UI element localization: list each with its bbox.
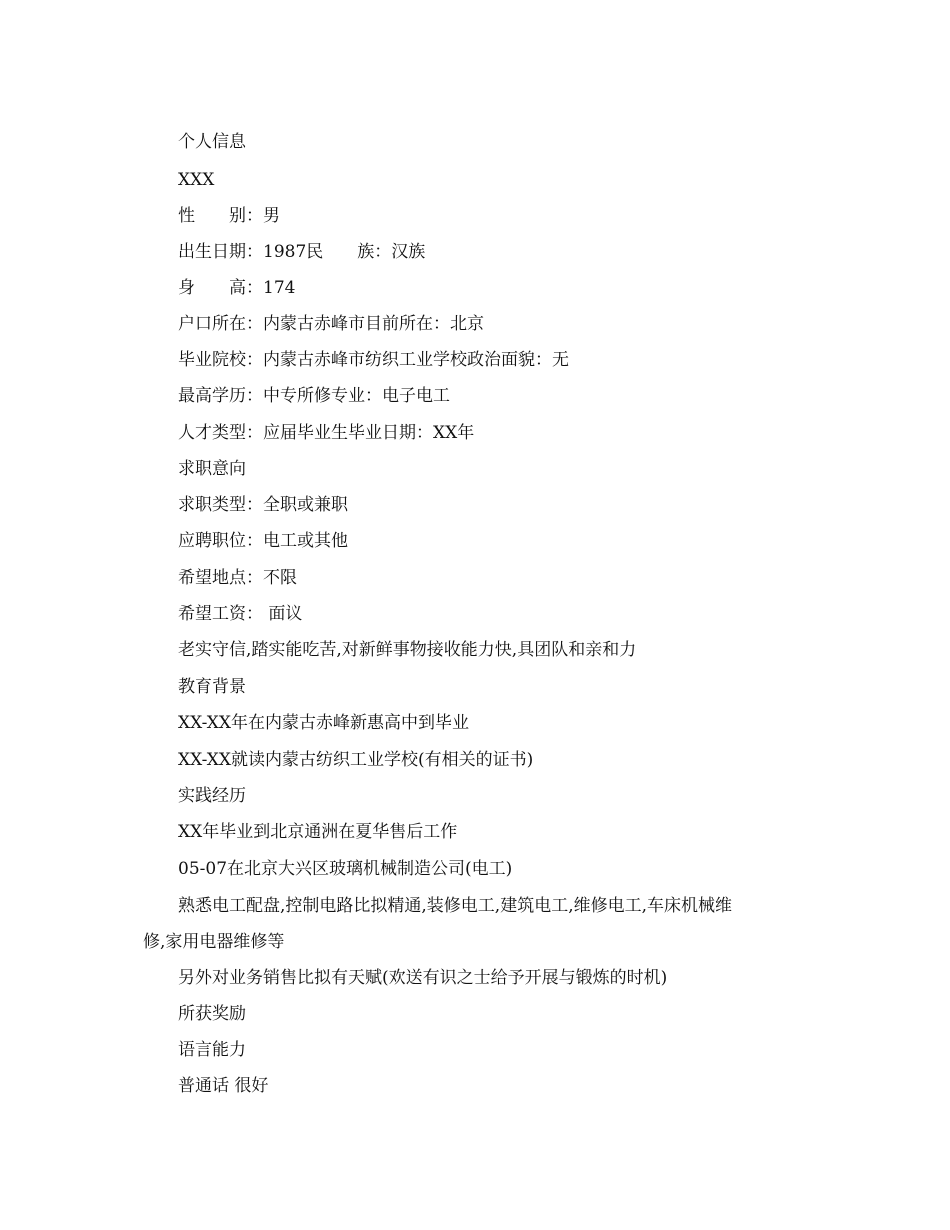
height-line: 身 高：174: [178, 278, 296, 298]
residence-line: 户口所在：内蒙古赤峰市目前所在：北京: [178, 314, 484, 334]
section-heading-awards: 所获奖励: [178, 1004, 246, 1024]
education-entry: XX-XX就读内蒙古纺织工业学校(有相关的证书): [178, 750, 534, 770]
language-entry: 普通话 很好: [178, 1076, 269, 1096]
location-line: 希望地点：不限: [178, 568, 297, 588]
sales-talent-line: 另外对业务销售比拟有天赋(欢送有识之士给予开展与锻炼的时机): [178, 968, 668, 988]
education-major-line: 最高学历：中专所修专业：电子电工: [178, 386, 450, 406]
section-heading-education: 教育背景: [178, 677, 246, 697]
experience-entry: 05-07在北京大兴区玻璃机械制造公司(电工): [178, 859, 513, 879]
skills-line: 熟悉电工配盘,控制电路比拟精通,装修电工,建筑电工,维修电工,车床机械维: [178, 896, 733, 916]
education-entry: XX-XX年在内蒙古赤峰新惠高中到毕业: [178, 713, 469, 733]
section-heading-personal-info: 个人信息: [178, 132, 246, 152]
section-heading-job-intention: 求职意向: [178, 459, 246, 479]
school-politics-line: 毕业院校：内蒙古赤峰市纺织工业学校政治面貌：无: [178, 350, 569, 370]
job-type-line: 求职类型：全职或兼职: [178, 495, 348, 515]
section-heading-language: 语言能力: [178, 1040, 246, 1060]
gender-line: 性 别：男: [178, 206, 280, 226]
self-evaluation-line: 老实守信,踏实能吃苦,对新鲜事物接收能力快,具团队和亲和力: [178, 640, 637, 660]
birth-ethnicity-line: 出生日期：1987民 族：汉族: [178, 242, 426, 262]
talent-type-line: 人才类型：应届毕业生毕业日期：XX年: [178, 423, 475, 443]
salary-line: 希望工资： 面议: [178, 604, 303, 624]
skills-line-continued: 修,家用电器维修等: [143, 932, 285, 952]
position-line: 应聘职位：电工或其他: [178, 531, 348, 551]
experience-entry: XX年毕业到北京通洲在夏华售后工作: [178, 822, 458, 842]
name-text: XXX: [178, 170, 215, 190]
section-heading-experience: 实践经历: [178, 786, 246, 806]
